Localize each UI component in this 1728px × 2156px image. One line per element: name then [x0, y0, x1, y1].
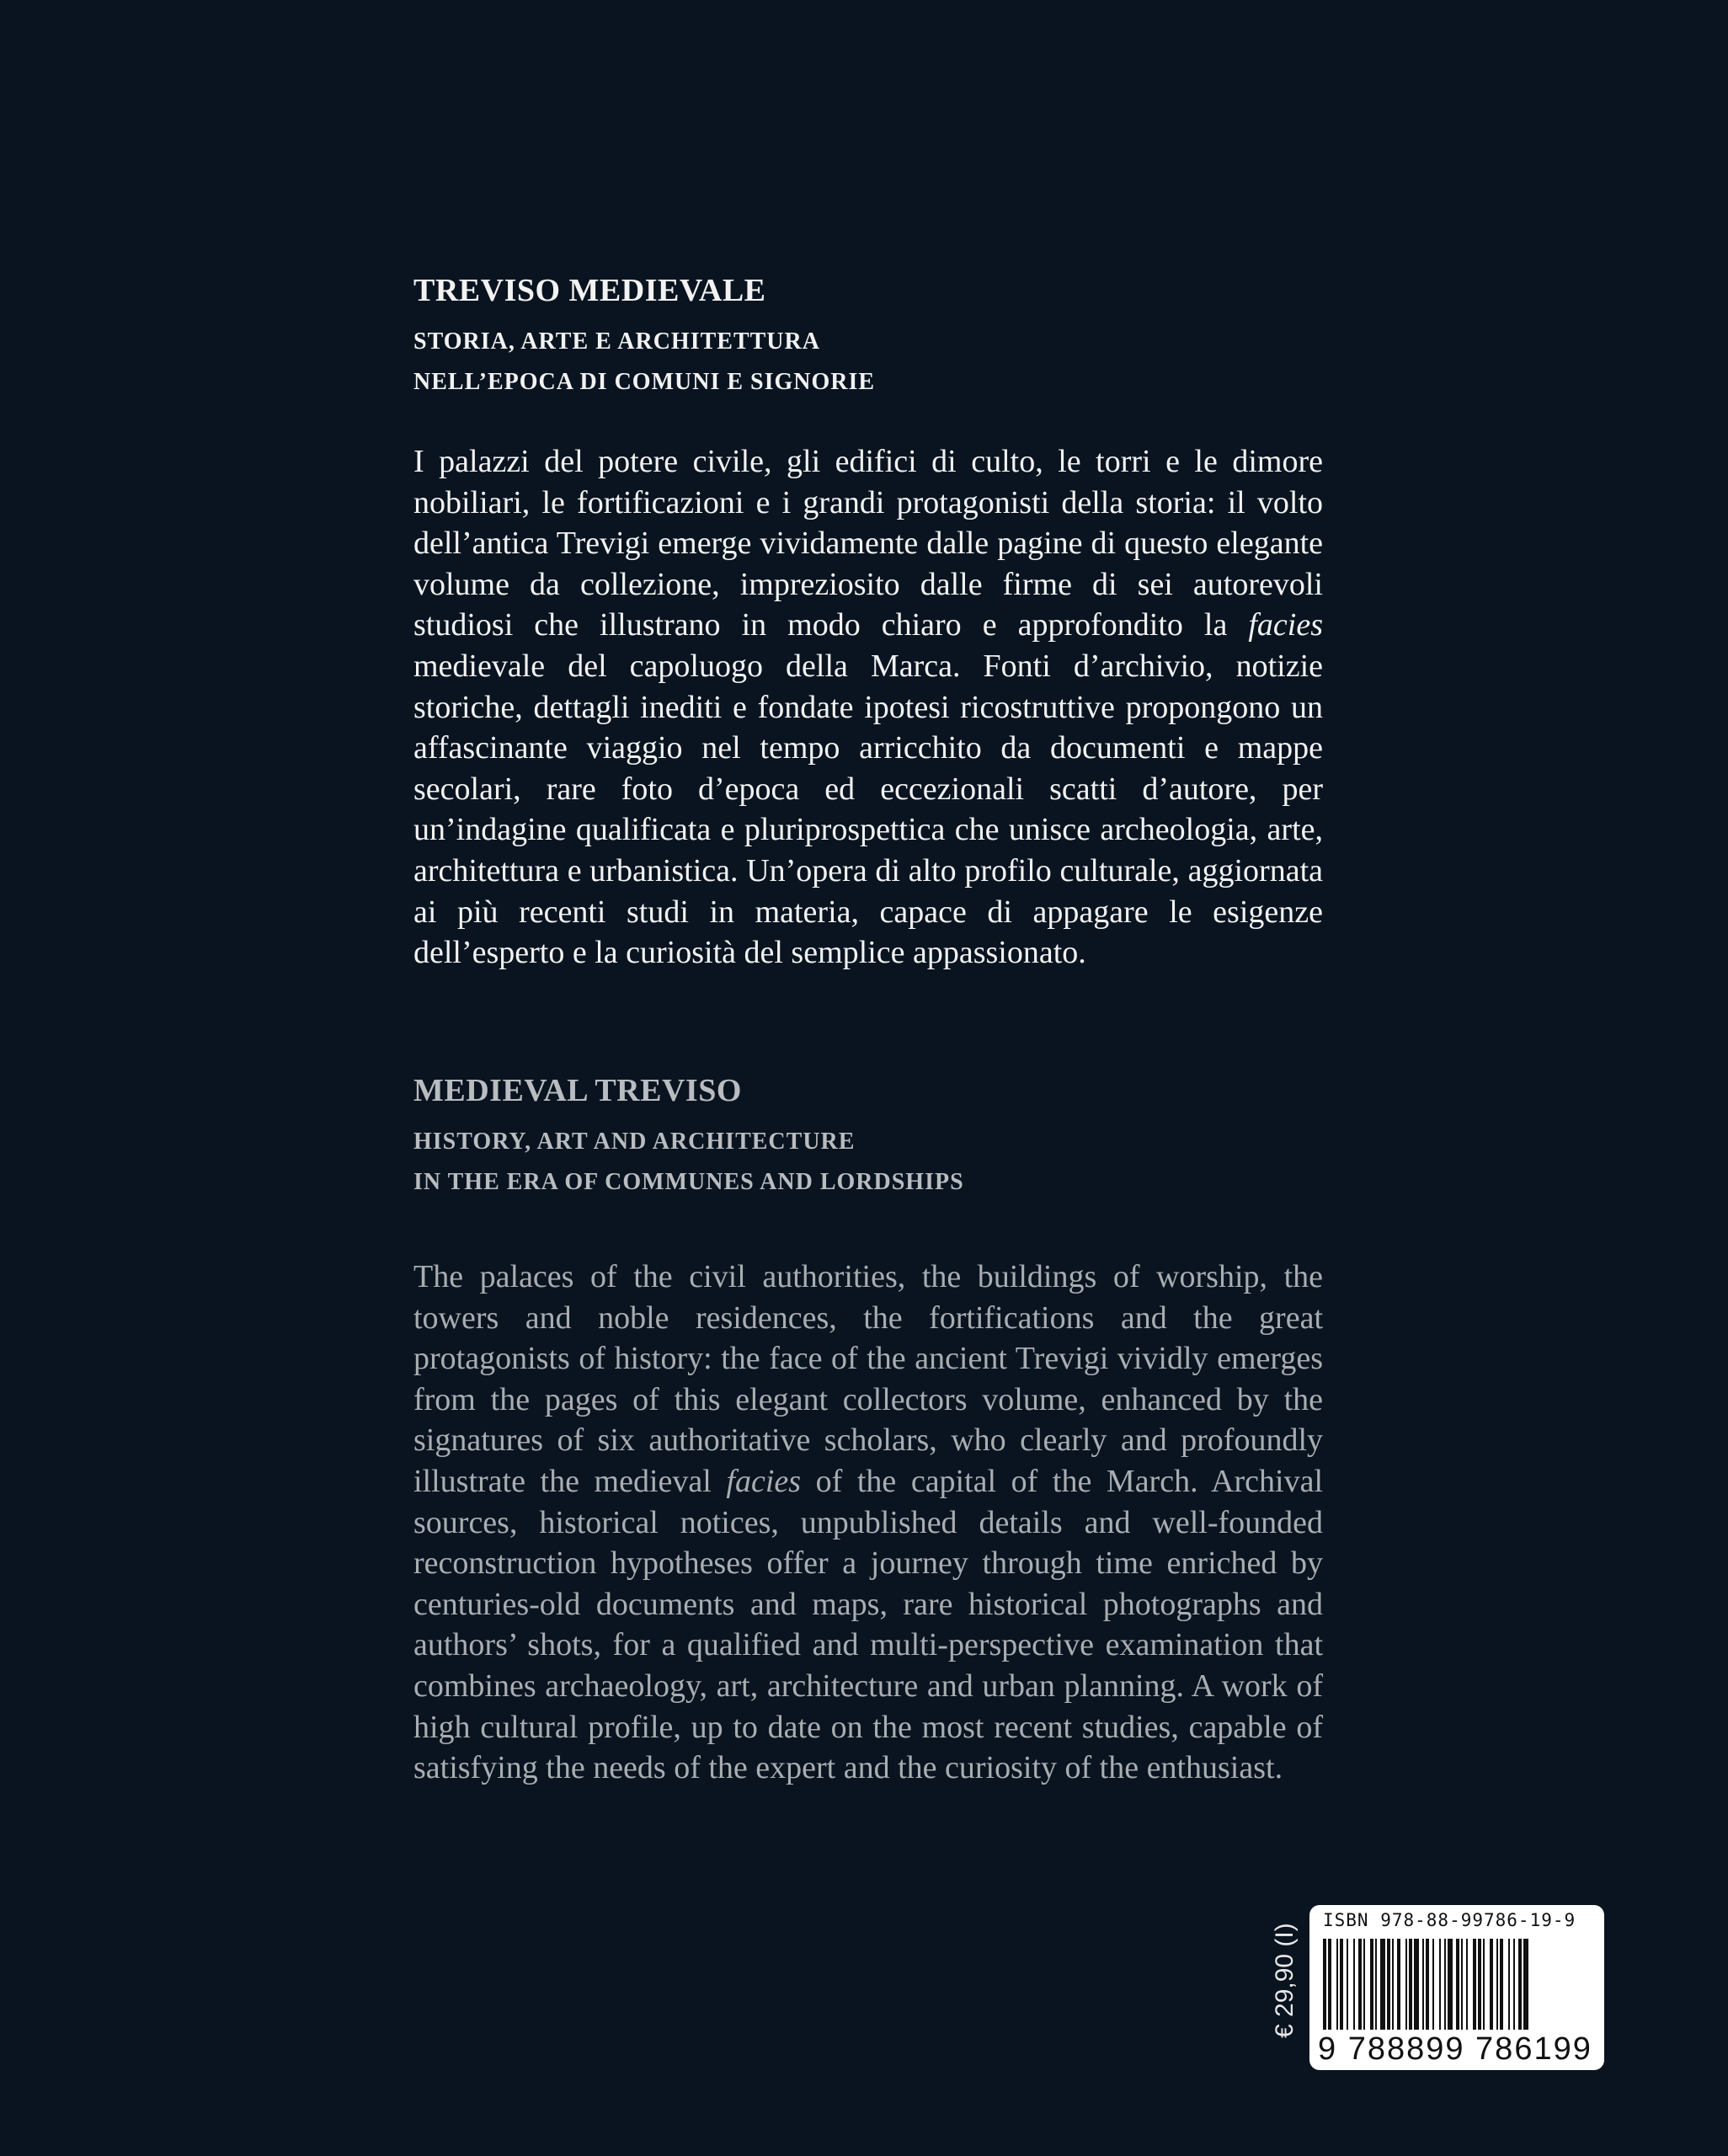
english-subtitle-line2: IN THE ERA OF COMMUNES AND LORDSHIPS — [413, 1169, 964, 1195]
italian-section — [413, 270, 1323, 974]
italian-description-part1: I palazzi del potere civile, gli edifici di culto, le torri e le dimore nobiliari, le fortificazioni e i grandi protagonisti della storia: il volto dell’antica Trevigi emerge vividamente dalle pagine di questo elegante volume da collezione, impreziosito dalle firme di sei autorevoli studiosi che illustrano in modo chiaro e approfondito la — [413, 444, 1323, 643]
isbn-barcode-box — [1309, 1905, 1604, 2070]
english-description-part1: The palaces of the civil authorities, the buildings of worship, the towers and noble residences, the fortifications and the great protagonists of history: the face of the ancient Trevigi vividly emerges from the pages of this elegant collectors volume, enhanced by the signatures of six authoritative scholars, who clearly and profoundly illustrate the medieval — [413, 1259, 1323, 1499]
english-title: MEDIEVAL TREVISO — [413, 1073, 742, 1108]
italian-description-part2: medievale del capoluogo della Marca. Fonti d’archivio, notizie storiche, dettagli inediti e fondate ipotesi ricostruttive propongono un affascinante viaggio nel tempo arricchito da documenti e mappe secolari, rare foto d’epoca ed eccezionali scatti d’autore, per un’indagine qualificata e pluriprospettica che unisce archeologia, arte, architettura e urbanistica. Un’opera di alto profilo culturale, aggiornata ai più recenti studi in materia, capace di appagare le esigenze dell’esperto e la curiosità del semplice appassionato. — [413, 648, 1323, 971]
isbn-label: ISBN 978-88-99786-19-9 — [1323, 1910, 1576, 1930]
isbn-digits: 9 788899 786199 — [1318, 2031, 1592, 2067]
price-label — [1268, 1903, 1302, 2038]
italian-subtitle-line2: NELL’EPOCA DI COMUNI E SIGNORIE — [413, 369, 876, 395]
italian-subtitle-line1: STORIA, ARTE E ARCHITETTURA — [413, 328, 820, 355]
english-section — [413, 1070, 1323, 1789]
italian-description-italic: facies — [1248, 607, 1323, 643]
english-description — [413, 1257, 1323, 1789]
english-subtitle-line1: HISTORY, ART AND ARCHITECTURE — [413, 1129, 856, 1155]
italian-title: TREVISO MEDIEVALE — [413, 273, 766, 308]
english-description-italic: facies — [726, 1463, 802, 1499]
price-text: € 29,90 (I) — [1271, 1923, 1299, 2038]
italian-description — [413, 441, 1323, 974]
barcode-icon — [1323, 1939, 1591, 2030]
english-description-part2: of the capital of the March. Archival sources, historical notices, unpublished details and well-founded reconstruction hypotheses offer a journey through time enriched by centuries-old documents and maps, rare historical photographs and authors’ shots, for a qualified and multi-perspective examination that combines archaeology, art, architecture and urban planning. A work of high cultural profile, up to date on the most recent studies, capable of satisfying the needs of the expert and the curiosity of the enthusiast. — [413, 1463, 1323, 1786]
